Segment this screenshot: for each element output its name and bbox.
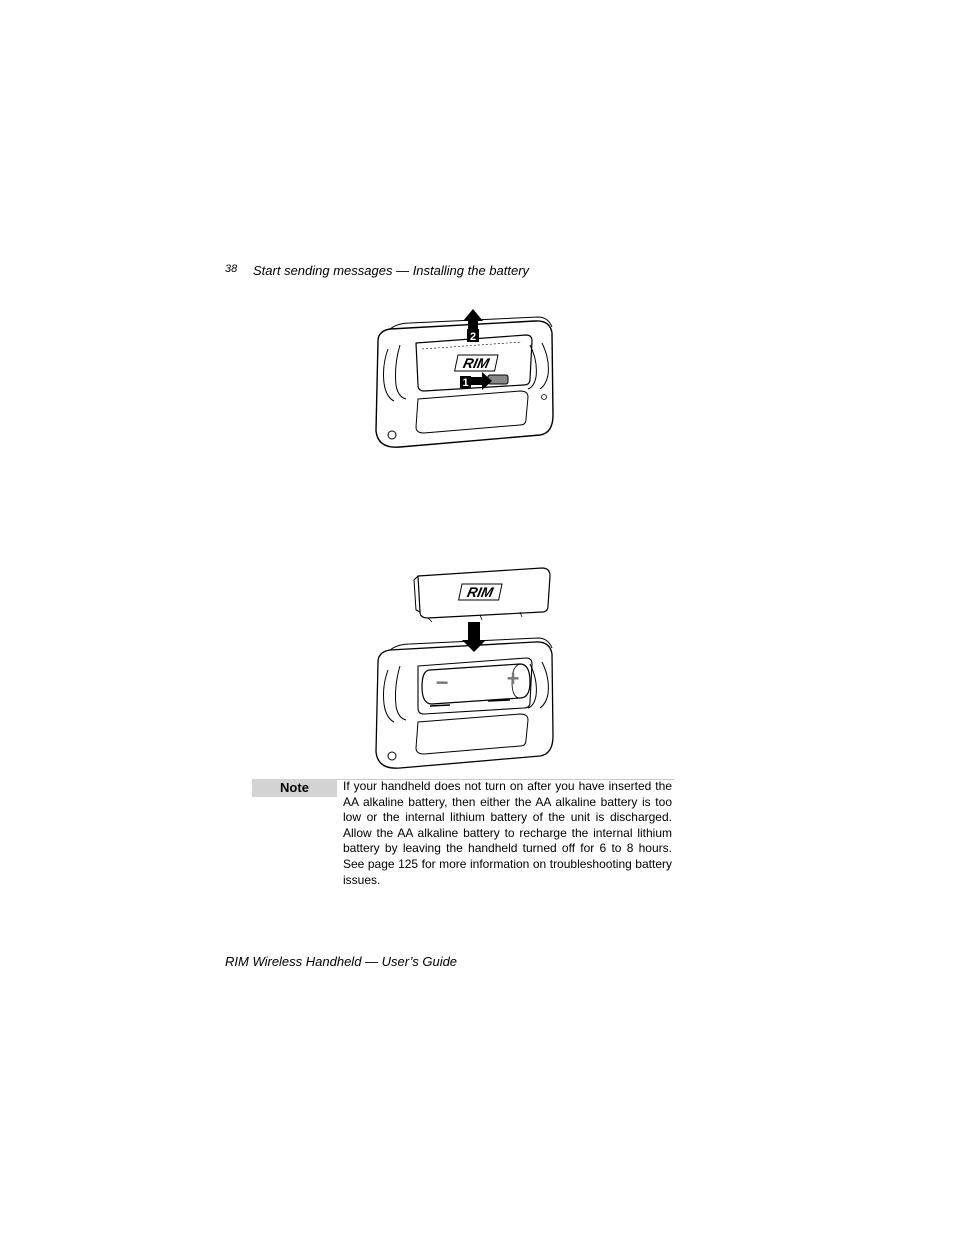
remove-battery-cover-illustration [370, 305, 560, 455]
handheld-body [376, 642, 553, 768]
running-footer: RIM Wireless Handheld — User’s Guide [225, 954, 458, 969]
arrow-down-icon [462, 622, 486, 652]
step-2-label: 2 [469, 331, 477, 343]
insert-battery-illustration [370, 562, 560, 772]
plus-polarity-icon: + [506, 666, 520, 691]
rim-logo-icon [455, 355, 498, 371]
step-1-label: 1 [462, 377, 469, 389]
minus-polarity-icon: − [435, 670, 449, 695]
latch-button [488, 375, 508, 384]
running-header: Start sending messages — Installing the battery [253, 263, 530, 278]
svg-text:RIM: RIM [461, 355, 491, 371]
page-number: 38 [225, 263, 238, 275]
note-text: If your handheld does not turn on after you have inserted the AA alkaline battery, then either the AA alkaline battery is too low or the internal lithium battery of the unit is discharged. Allow the AA alkaline battery to recharge the internal lithium battery by leaving the handheld turned off for 6 to 8 hours. See page 125 for more information on troubleshooting battery issues. [343, 779, 672, 887]
rim-logo-icon [459, 584, 502, 600]
note-label: Note [252, 779, 337, 797]
svg-text:RIM: RIM [465, 584, 495, 600]
